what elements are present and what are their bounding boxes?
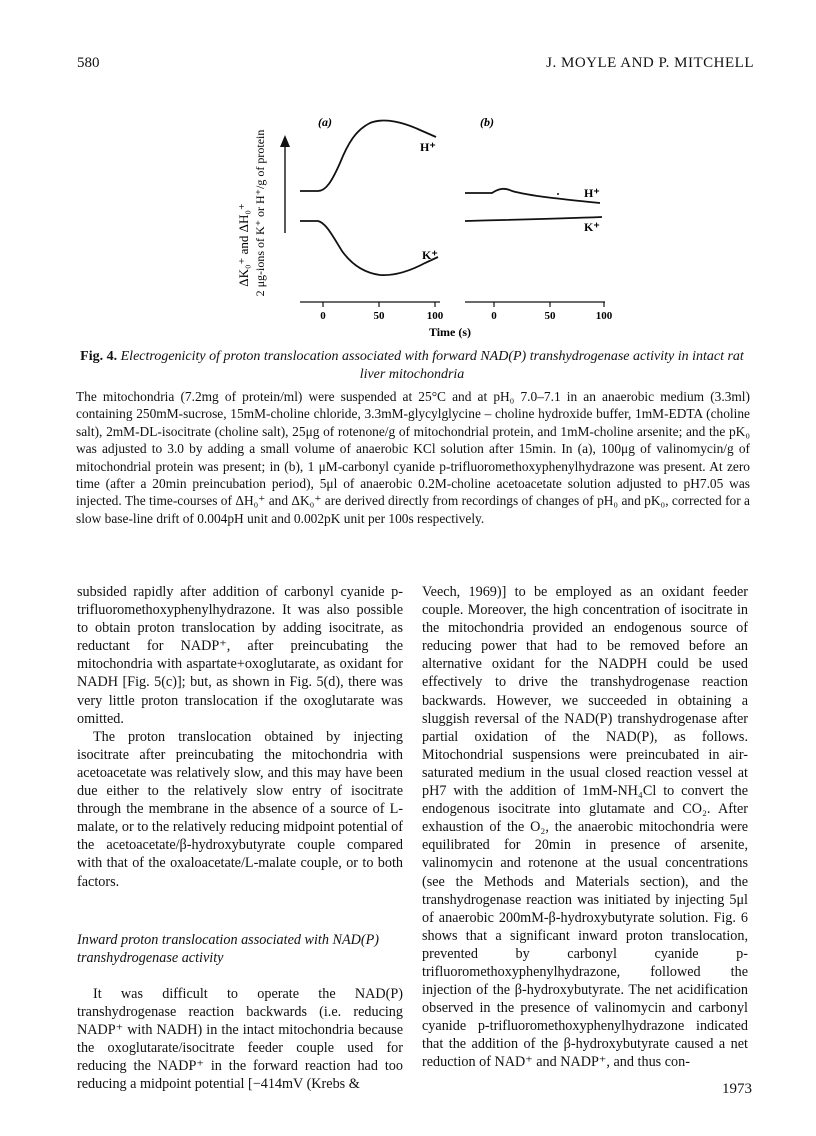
scale-arrowhead — [280, 135, 290, 147]
running-head-authors: J. MOYLE AND P. MITCHELL — [546, 55, 754, 71]
tick-label-a-100: 100 — [426, 310, 444, 322]
left-paragraph-1: subsided rapidly after addition of carbonyl cyanide p-trifluoromethoxyphenylhydrazone. It was also possible to obtain proton translocation by adding isocitrate, as reductant for NADP⁺, after preincubating the mitochondria with aspartate+oxoglutarate, as oxidant for NADH [Fig. 5(c)]; but, as shown in Fig. 5(d), there was very little proton translocation if the oxoglutarate was omitted. — [77, 584, 403, 727]
trace-h-b — [465, 189, 600, 203]
right-paragraph-1: Veech, 1969)] to be employed as an oxidant feeder couple. Moreover, the high concentration of isocitrate in the mitochondria provided an endogenous source of reducing power that had to be removed before an alternative oxidant for the NADPH could be used effectively to drive the transhydrogenase reaction backwards. However, we succeeded in obtaining a sluggish reversal of the NAD(P) transhydrogenase after partial oxidation of the NAD(P), as follows. Mitochondrial suspensions were preincubated in air-saturated medium in the usual closed reaction vessel at pH7 with the addition of 1mM-NH₄Cl to convert the endogenous isocitrate into glutamate and CO₂. After exhaustion of the O₂, the anaerobic mitochondria were equilibrated for 20min in presence of arsenite, valinomycin and rotenone at the usual concentrations (see the Methods and Materials section), and the transhydrogenase reaction was initiated by injecting 5μl of anaerobic 200mM-β-hydroxybutyrate solution. Fig. 6 shows that a significant inward proton translocation, prevented by carbonyl cyanide p-trifluoromethoxyphenylhydrazone, followed the injection of the β-hydroxybutyrate. The net acidification observed in the presence of valinomycin and carbonyl cyanide p-trifluoromethoxyphenylhydrazone indicated that the addition of the β-hydroxybutyrate caused a net reduction of NAD⁺ and NADP⁺, and thus con- — [422, 584, 748, 1071]
trace-label-h-b: H⁺ — [584, 186, 600, 200]
footer-page-number: 1973 — [722, 1081, 752, 1097]
page-number: 580 — [77, 55, 100, 71]
trace-label-h-a: H⁺ — [420, 140, 436, 154]
figure-ylabel-line2: 2 μg-ions of K⁺ or H⁺/g of protein — [253, 129, 267, 297]
panel-label-a: (a) — [318, 115, 332, 129]
caption-text: Electrogenicity of proton translocation associated with forward NAD(P) transhydrogenase activity in intact rat liver mitochondria — [120, 349, 744, 382]
trace-k-b — [465, 217, 602, 221]
tick-label-b-50: 50 — [544, 310, 556, 322]
trace-dot-b — [557, 193, 559, 195]
left-paragraph-3: It was difficult to operate the NAD(P) transhydrogenase reaction backwards (i.e. reducing NADP⁺ with NADH) in the intact mitochondria because the oxoglutarate/isocitrate feeder couple used for reducing the NADP⁺ in the forward reaction had too reducing a midpoint potential [−414mV (Krebs & — [77, 985, 403, 1093]
right-column — [422, 583, 748, 1072]
tick-label-a-0: 0 — [320, 310, 326, 322]
figure-legend: The mitochondria (7.2mg of protein/ml) were suspended at 25°C and at pH₀ 7.0–7.1 in an anaerobic medium (3.3ml) containing 250mM-sucrose, 15mM-choline chloride, 3.3mM-glycylglycine – choline hydroxide buffer, 1mM-EDTA (choline salt), 2mM-DL-isocitrate (choline salt), 25μg of rotenone/g of mitochondrial protein, and 1mM-choline arsenite; and the pK₀ was adjusted to 3.0 by adding a small volume of anaerobic KCl solution after 15min. In (a), 100μg of valinomycin/g of mitochondrial protein was present; in (b), 1 μM-carbonyl cyanide p-trifluoromethoxyphenylhydrazone was present. At zero time (after a 20min preincubation period), 5μl of anaerobic 0.2M-choline acetoacetate solution adjusted to pH7.05 was injected. The time-courses of ΔH₀⁺ and ΔK₀⁺ are derived directly from recordings of changes of pH₀ and pK₀, corrected for a slow base-line drift of 0.004pH unit and 0.002pK unit per 100s respectively. — [76, 389, 750, 526]
trace-label-k-a: K⁺ — [422, 248, 438, 262]
panel-label-b: (b) — [480, 115, 494, 129]
left-paragraph-2: The proton translocation obtained by injecting isocitrate after preincubating the mitochondria with acetoacetate was relatively slow, and this may have been due either to the relatively slow entry of isocitrate through the membrane in the absence of a source of L-malate, or to the relatively reducing midpoint potential of the acetoacetate/β-hydroxybutyrate couple compared with that of the oxaloacetate/L-malate couple, or to both factors. — [77, 728, 403, 890]
trace-label-k-b: K⁺ — [584, 220, 600, 234]
tick-label-a-50: 50 — [373, 310, 385, 322]
trace-h-a — [300, 121, 436, 191]
section-heading: Inward proton translocation associated with NAD(P) transhydrogenase activity — [77, 931, 380, 966]
figure-caption — [76, 348, 748, 384]
figure-4 — [230, 95, 630, 345]
x-ticks-b — [494, 302, 604, 307]
caption-prefix: Fig. 4. — [80, 349, 118, 364]
figure-xlabel: Time (s) — [428, 325, 472, 339]
left-column — [77, 583, 403, 1093]
x-ticks-a — [323, 302, 435, 307]
tick-label-b-100: 100 — [595, 310, 613, 322]
tick-label-b-0: 0 — [491, 310, 497, 322]
trace-k-a — [300, 221, 438, 275]
figure-ylabel-line1: ΔK₀⁺ and ΔH₀⁺ — [236, 203, 251, 287]
